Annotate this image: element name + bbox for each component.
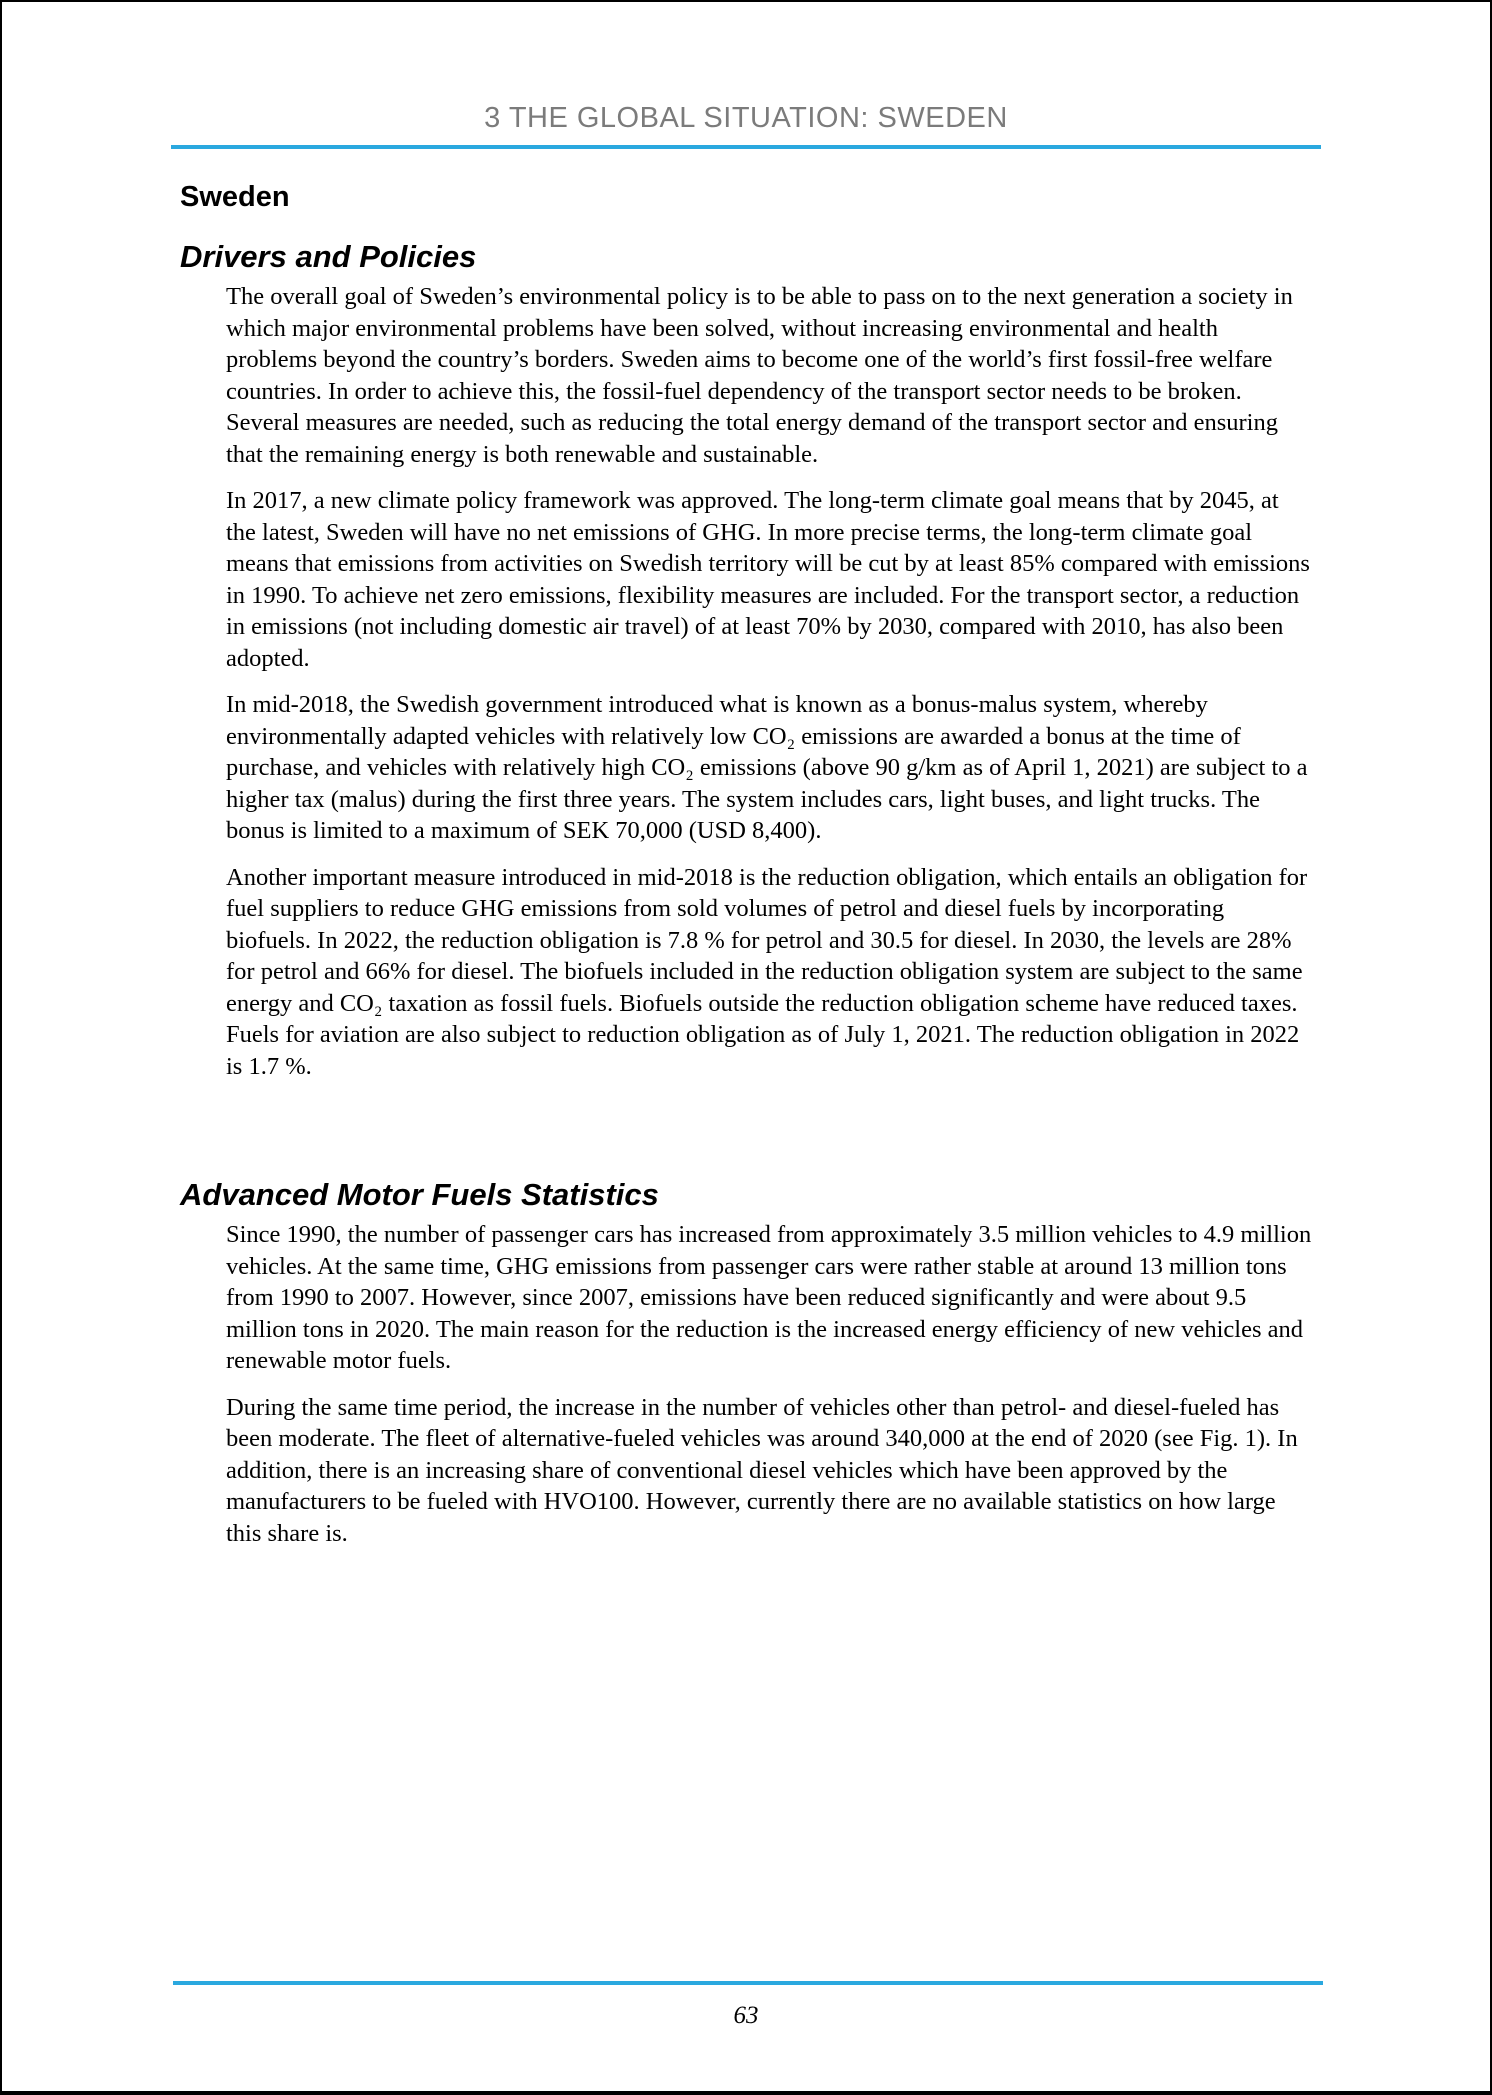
section-heading-drivers-and-policies: Drivers and Policies xyxy=(180,239,477,274)
header-rule xyxy=(171,145,1321,149)
country-heading: Sweden xyxy=(180,181,290,213)
paragraph-climate-framework: In 2017, a new climate policy framework was approved. The long-term climate goal means that by 2045, at the latest, Sweden will have no net emissions of GHG. In more precise terms, the long-term climate goal means that emissions from activities on Swedish territory will be cut by at least 85% compared with emissions in 1990. To achieve net zero emissions, flexibility measures are included. For the transport sector, a reduction in emissions (not including domestic air travel) of at least 70% by 2030, compared with 2010, has also been adopted. xyxy=(226,487,1310,672)
page-number: 63 xyxy=(733,2002,759,2029)
paragraph-bonus-malus: In mid-2018, the Swedish government introduced what is known as a bonus-malus system, whereby environmentally adapted vehicles with relatively low CO₂ emissions are awarded a bonus at the time of purchase, and vehicles with relatively high CO₂ emissions (above 90 g/km as of April 1, 2021) are subject to a higher tax (malus) during the first three years. The system includes cars, light buses, and light trucks. The bonus is limited to a maximum of SEK 70,000 (USD 8,400). xyxy=(226,691,1308,844)
page-header xyxy=(2,102,1490,149)
running-header-title: 3 THE GLOBAL SITUATION: SWEDEN xyxy=(484,102,1008,134)
paragraph-passenger-cars: Since 1990, the number of passenger cars has increased from approximately 3.5 million vehicles to 4.9 million vehicles. At the same time, GHG emissions from passenger cars were rather stable at around 13 million tons from 1990 to 2007. However, since 2007, emissions have been reduced significantly and were about 9.5 million tons in 2020. The main reason for the reduction is the increased energy efficiency of new vehicles and renewable motor fuels. xyxy=(226,1221,1312,1374)
section-heading-advanced-motor-fuels-statistics: Advanced Motor Fuels Statistics xyxy=(180,1177,659,1212)
page-body xyxy=(2,181,1490,1549)
footer-rule xyxy=(173,1981,1323,1985)
paragraph-overall-goal: The overall goal of Sweden’s environmental policy is to be able to pass on to the next generation a society in which major environmental problems have been solved, without increasing environmental and health problems beyond the country’s borders. Sweden aims to become one of the world’s first fossil-free welfare countries. In order to achieve this, the fossil-fuel dependency of the transport sector needs to be broken. Several measures are needed, such as reducing the total energy demand of the transport sector and ensuring that the remaining energy is both renewable and sustainable. xyxy=(226,283,1293,468)
paragraph-reduction-obligation: Another important measure introduced in mid-2018 is the reduction obligation, which entails an obligation for fuel suppliers to reduce GHG emissions from sold volumes of petrol and diesel fuels by incorporating biofuels. In 2022, the reduction obligation is 7.8 % for petrol and 30.5 for diesel. In 2030, the levels are 28% for petrol and 66% for diesel. The biofuels included in the reduction obligation system are subject to the same energy and CO₂ taxation as fossil fuels. Biofuels outside the reduction obligation scheme have reduced taxes. Fuels for aviation are also subject to reduction obligation as of July 1, 2021. The reduction obligation in 2022 is 1.7 %. xyxy=(226,863,1308,1080)
paragraph-alternative-fueled-fleet: During the same time period, the increase in the number of vehicles other than petrol- and diesel-fueled has been moderate. The fleet of alternative-fueled vehicles was around 340,000 at the end of 2020 (see Fig. 1). In addition, there is an increasing share of conventional diesel vehicles which have been approved by the manufacturers to be fueled with HVO100. However, currently there are no available statistics on how large this share is. xyxy=(226,1393,1298,1547)
